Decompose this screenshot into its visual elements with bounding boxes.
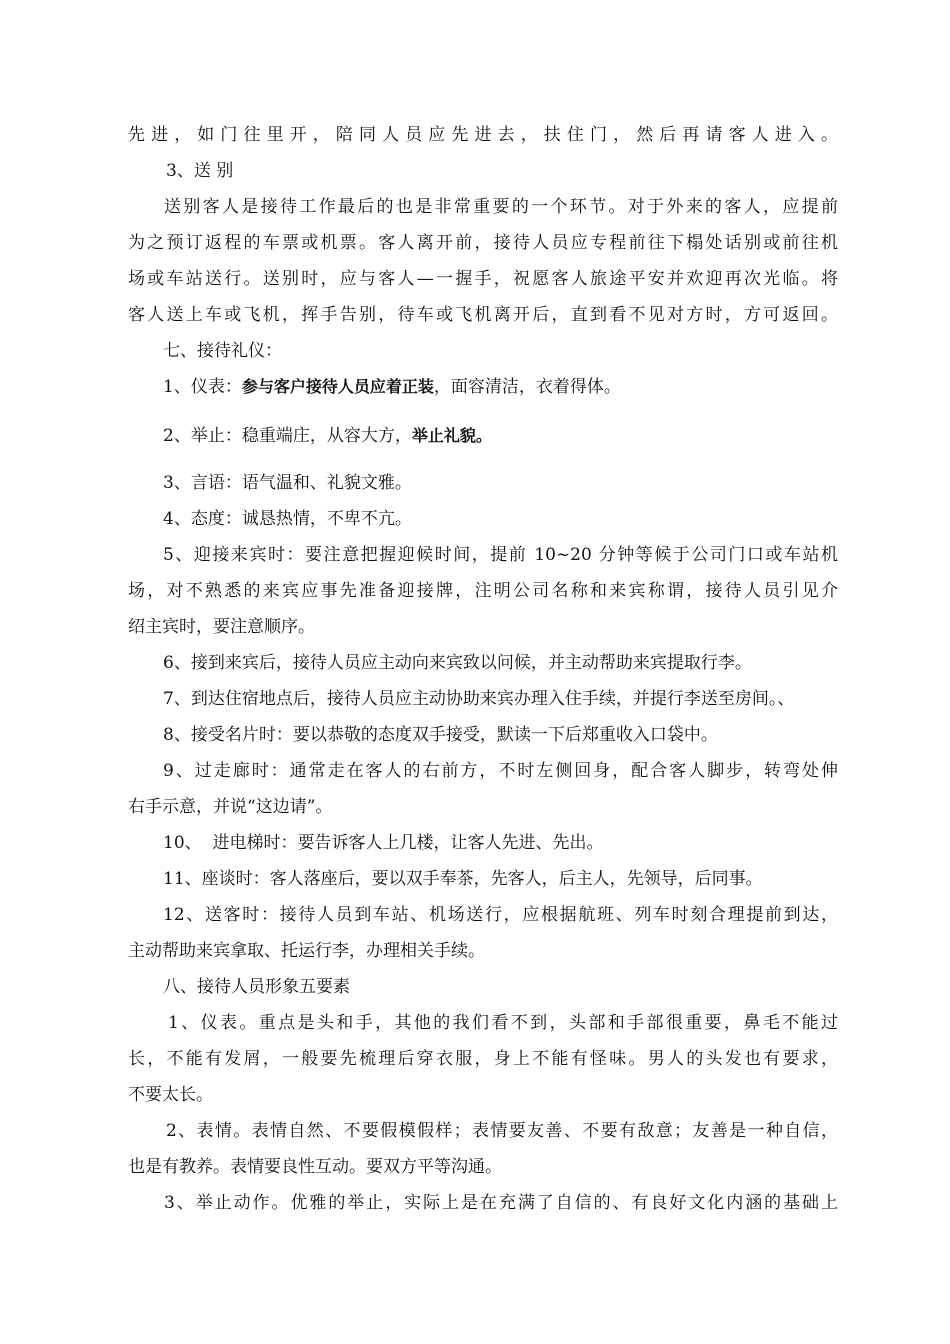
item-prefix: 2、举止：稳重端庄，从容大方， bbox=[163, 426, 412, 446]
paragraph-line: 场或车站送行。送别时，应与客人—一握手，祝愿客人旅途平安并欢迎再次光临。将 bbox=[128, 269, 838, 289]
section-heading: 七、接待礼仪： bbox=[163, 341, 282, 361]
list-item: 12、送客时：接待人员到车站、机场送行，应根据航班、列车时刻合理提前到达， bbox=[163, 905, 838, 925]
list-item: 9、过走廊时：通常走在客人的右前方，不时左侧回身，配合客人脚步，转弯处伸 bbox=[163, 761, 838, 781]
paragraph-line: 右手示意，并说“这边请”。 bbox=[128, 797, 333, 817]
paragraph-line: 不要太长。 bbox=[128, 1085, 213, 1105]
list-item bbox=[163, 375, 621, 399]
paragraph-line: 长，不能有发屑，一般要先梳理后穿衣服，身上不能有怪味。男人的头发也有要求， bbox=[128, 1049, 838, 1069]
paragraph-line: 也是有教养。表情要良性互动。要双方平等沟通。 bbox=[128, 1157, 502, 1177]
emphasis-text: 参与客户接待人员应着正装 bbox=[241, 377, 434, 396]
item-suffix: ，面容清洁，衣着得体。 bbox=[433, 377, 621, 397]
list-item: 3、举止动作。优雅的举止，实际上是在充满了自信的、有良好文化内涵的基础上 bbox=[164, 1193, 838, 1213]
paragraph-line: 场，对不熟悉的来宾应事先准备迎接牌，注明公司名称和来宾称谓，接待人员引见介 bbox=[128, 581, 838, 601]
list-item: 4、态度：诚恳热情，不卑不亢。 bbox=[163, 509, 412, 529]
item-prefix: 1、仪表： bbox=[163, 377, 242, 397]
paragraph-line: 送别客人是接待工作最后的也是非常重要的一个环节。对于外来的客人，应提前 bbox=[164, 197, 838, 217]
section-heading: 八、接待人员形象五要素 bbox=[163, 977, 350, 997]
list-item: 6、接到来宾后，接待人员应主动向来宾致以问候，并主动帮助来宾提取行李。 bbox=[163, 653, 752, 673]
section-heading: 3、送 别 bbox=[166, 161, 234, 181]
list-item: 10、 进电梯时：要告诉客人上几楼，让客人先进、先出。 bbox=[163, 833, 604, 853]
list-item: 8、接受名片时：要以恭敬的态度双手接受，默读一下后郑重收入口袋中。 bbox=[163, 725, 718, 745]
list-item: 2、表情。表情自然、不要假模假样；表情要友善、不要有敌意；友善是一种自信， bbox=[166, 1121, 838, 1141]
paragraph-line: 先进，如门往里开，陪同人员应先进去，扶住门，然后再请客人进入。 bbox=[128, 125, 838, 145]
list-item: 1、仪表。重点是头和手，其他的我们看不到，头部和手部很重要，鼻毛不能过 bbox=[168, 1013, 838, 1033]
paragraph-line: 客人送上车或飞机，挥手告别，待车或飞机离开后，直到看不见对方时，方可返回。 bbox=[128, 305, 838, 325]
paragraph-line: 主动帮助来宾拿取、托运行李，办理相关手续。 bbox=[128, 941, 485, 961]
paragraph-line: 为之预订返程的车票或机票。客人离开前，接待人员应专程前往下榻处话别或前往机 bbox=[128, 233, 838, 253]
list-item: 7、到达住宿地点后，接待人员应主动协助来宾办理入住手续，并提行李送至房间。、 bbox=[163, 689, 795, 709]
paragraph-line: 绍主宾时，要注意顺序。 bbox=[128, 617, 315, 637]
list-item: 11、座谈时：客人落座后，要以双手奉茶，先客人，后主人，先领导，后同事。 bbox=[163, 869, 763, 889]
emphasis-text: 举止礼貌。 bbox=[411, 426, 492, 445]
list-item bbox=[163, 424, 492, 448]
list-item: 3、言语：语气温和、礼貌文雅。 bbox=[163, 473, 412, 493]
list-item: 5、迎接来宾时：要注意把握迎候时间，提前 10~20 分钟等候于公司门口或车站机 bbox=[163, 545, 838, 565]
